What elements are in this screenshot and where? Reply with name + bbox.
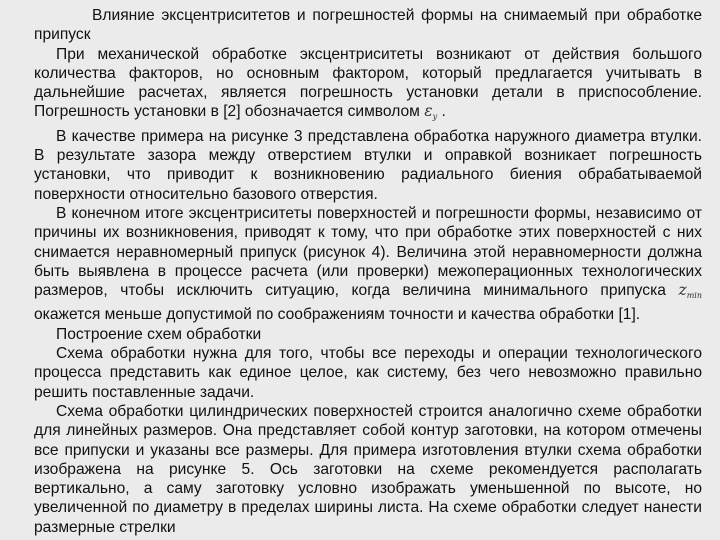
paragraph-text: В конечном итоге эксцентриситеты поверхностей и погрешности формы, независимо от причины их возникновения, приводят к тому, что при обработке этих поверхностей с них снимается неравномерный припуск (рисунок 4). Величина этой неравномерности должна быть выявлена в процессе расчета (или проверки) межоперационных технологических размеров, чтобы исключить ситуацию, когда величина минимального припуска [34,204,702,300]
paragraph-text-end: . [441,103,446,121]
paragraph-example-figure-3: В качестве примера на рисунке 3 представлена обработка наружного диаметра втулки. В результате зазора между отверстием втулки и оправкой возникает погрешность установки, что приводит к возникновению радиального биения обрабатываемой поверхности относительно базового отверстия. [34,127,702,203]
symbol-base: ε [424,102,433,121]
paragraph-uneven-allowance [34,204,702,325]
symbol-subscript: min [686,291,702,301]
subheading-processing-schemes: Построение схем обработки [56,325,262,343]
paragraph-eccentricity-factors [34,45,702,127]
epsilon-y-symbol [424,102,437,120]
symbol-base: z [678,281,687,300]
paragraph-text: При механической обработке эксцентриситеты возникают от действия большого количества факторов, но основным фактором, который предлагается учитывать в дальнейшие расчетах, является погрешность установки детали в приспособление. Погрешность установки в [2] обозначается символом [34,45,702,121]
symbol-subscript: y [432,112,438,122]
paragraph-cylindrical-surfaces: Схема обработки цилиндрических поверхностей строится аналогично схеме обработки для линейных размеров. Она представляет собой контур заготовки, на котором отмечены все припуски и указаны все размеры. Для примера изготовления втулки схема обработки изображена на рисунке 5. Ось заготовки на схеме рекомендуется располагать вертикально, а саму заготовку условно изображать уменьшенной по высоте, но увеличенной по диаметру в пределах ширины листа. На схеме обработки следует нанести размерные стрелки [34,402,702,536]
z-min-symbol [678,281,702,299]
paragraph-text-end: окажется меньше допустимой по соображениям точности и качества обработки [1]. [34,306,641,324]
section-heading: Влияние эксцентриситетов и погрешностей формы на снимаемый при обработке припуск [34,7,702,44]
paragraph-scheme-purpose: Схема обработки нужна для того, чтобы все переходы и операции технологического процесса представить как единое целое, как систему, без чего невозможно правильно решить поставленные задачи. [34,345,702,401]
